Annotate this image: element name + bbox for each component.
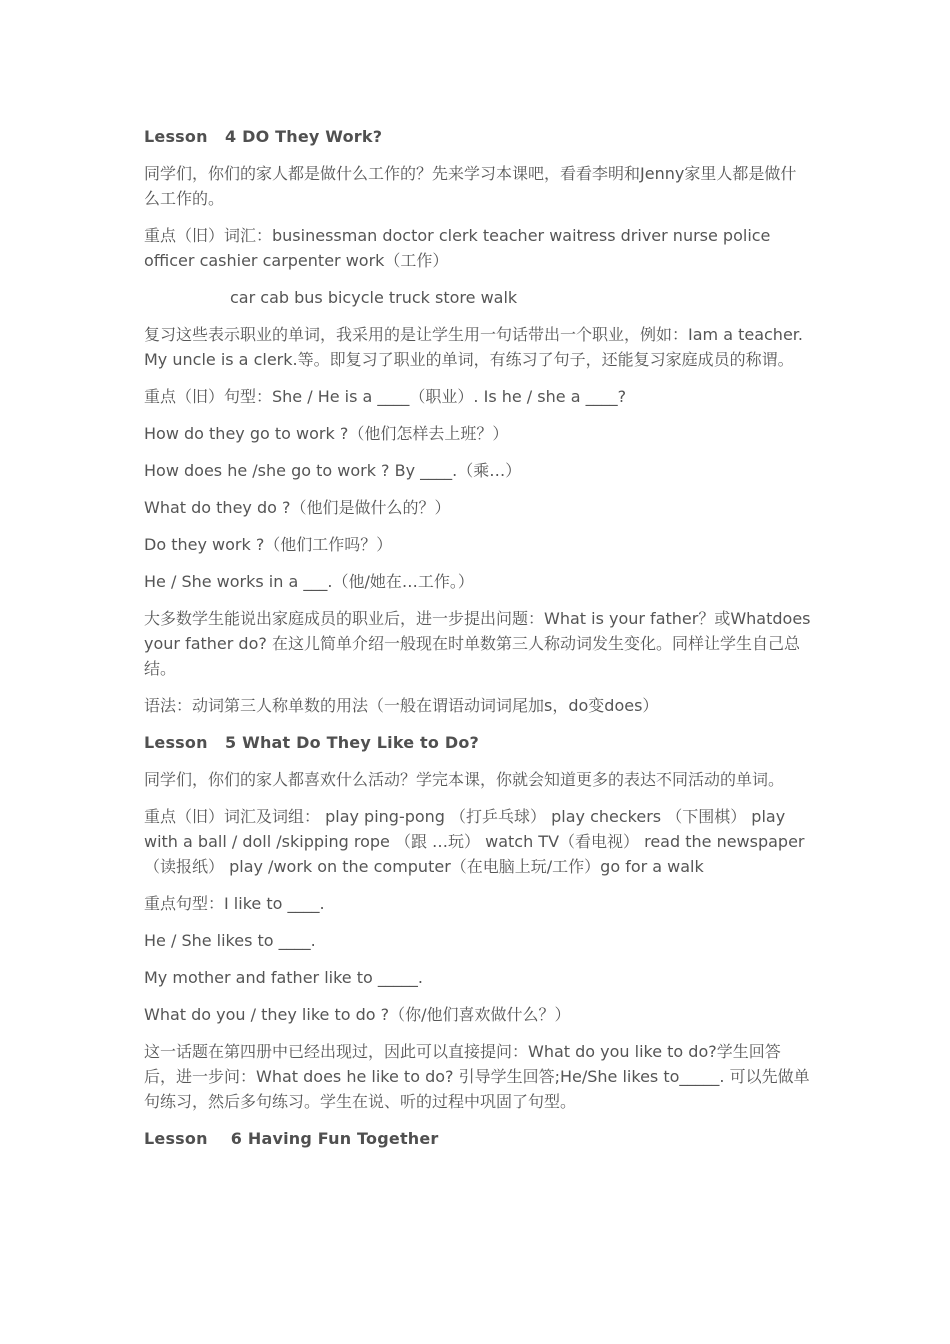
- lesson-4-sentence: He / She works in a ___.（他/她在…工作。）: [144, 572, 474, 591]
- lesson-5-sentence: 重点句型：I like to ____.: [144, 894, 325, 913]
- lesson-5-sentence: He / She likes to ____.: [144, 931, 316, 950]
- lesson-4-title: Lesson 4 DO They Work?: [144, 127, 383, 146]
- lesson-5-title: Lesson 5 What Do They Like to Do?: [144, 733, 480, 752]
- lesson-4-discussion: 大多数学生能说出家庭成员的职业后，进一步提出问题：What is your father？或Whatdoes your father do? 在这儿简单介绍一般现在时单数第三人称动词发生变化。同样让学生自己总结。: [144, 609, 811, 678]
- lesson-6-title: Lesson 6 Having Fun Together: [144, 1129, 439, 1148]
- lesson-5-sentence: What do you / they like to do ?（你/他们喜欢做什么？）: [144, 1005, 571, 1024]
- lesson-5-sentence: My mother and father like to _____.: [144, 968, 423, 987]
- lesson-4-grammar: 语法：动词第三人称单数的用法（一般在谓语动词词尾加s，do变does）: [144, 696, 659, 715]
- lesson-4-sentence: Do they work ?（他们工作吗？）: [144, 535, 393, 554]
- lesson-4-intro: 同学们，你们的家人都是做什么工作的？先来学习本课吧，看看李明和Jenny家里人都是做什么工作的。: [144, 164, 797, 208]
- lesson-4-vocabulary-transport: car cab bus bicycle truck store walk: [230, 288, 518, 307]
- lesson-4-sentence: How does he /she go to work ? By ____.（乘…）: [144, 461, 522, 480]
- lesson-4-sentence: How do they go to work ?（他们怎样去上班？）: [144, 424, 509, 443]
- lesson-5-vocabulary: 重点（旧）词汇及词组： play ping-pong （打乒乓球） play checkers （下围棋） play with a ball / doll /skipping rope （跟 …玩） watch TV（看电视） read the newspaper（读报纸） play /work on the computer（在电脑上玩/工作）go for a walk: [144, 807, 805, 876]
- lesson-4-sentence: 重点（旧）句型：She / He is a ____（职业）. Is he / she a ____?: [144, 387, 627, 406]
- lesson-5-intro: 同学们，你们的家人都喜欢什么活动？学完本课，你就会知道更多的表达不同活动的单词。: [144, 770, 785, 789]
- lesson-4-vocabulary: 重点（旧）词汇：businessman doctor clerk teacher waitress driver nurse police officer cashier carpenter work（工作）: [144, 226, 771, 270]
- lesson-4-sentence: What do they do ?（他们是做什么的？）: [144, 498, 451, 517]
- lesson-4-method: 复习这些表示职业的单词，我采用的是让学生用一句话带出一个职业，例如：Iam a teacher. My uncle is a clerk.等。即复习了职业的单词，有练习了句子，还能复习家庭成员的称谓。: [144, 325, 803, 369]
- document-body: [144, 124, 812, 1151]
- lesson-5-method: 这一话题在第四册中已经出现过，因此可以直接提问：What do you like to do?学生回答后，进一步问：What does he like to do? 引导学生回答;He/She likes to_____. 可以先做单句练习，然后多句练习。学生在说、听的过程中巩固了句型。: [144, 1042, 810, 1111]
